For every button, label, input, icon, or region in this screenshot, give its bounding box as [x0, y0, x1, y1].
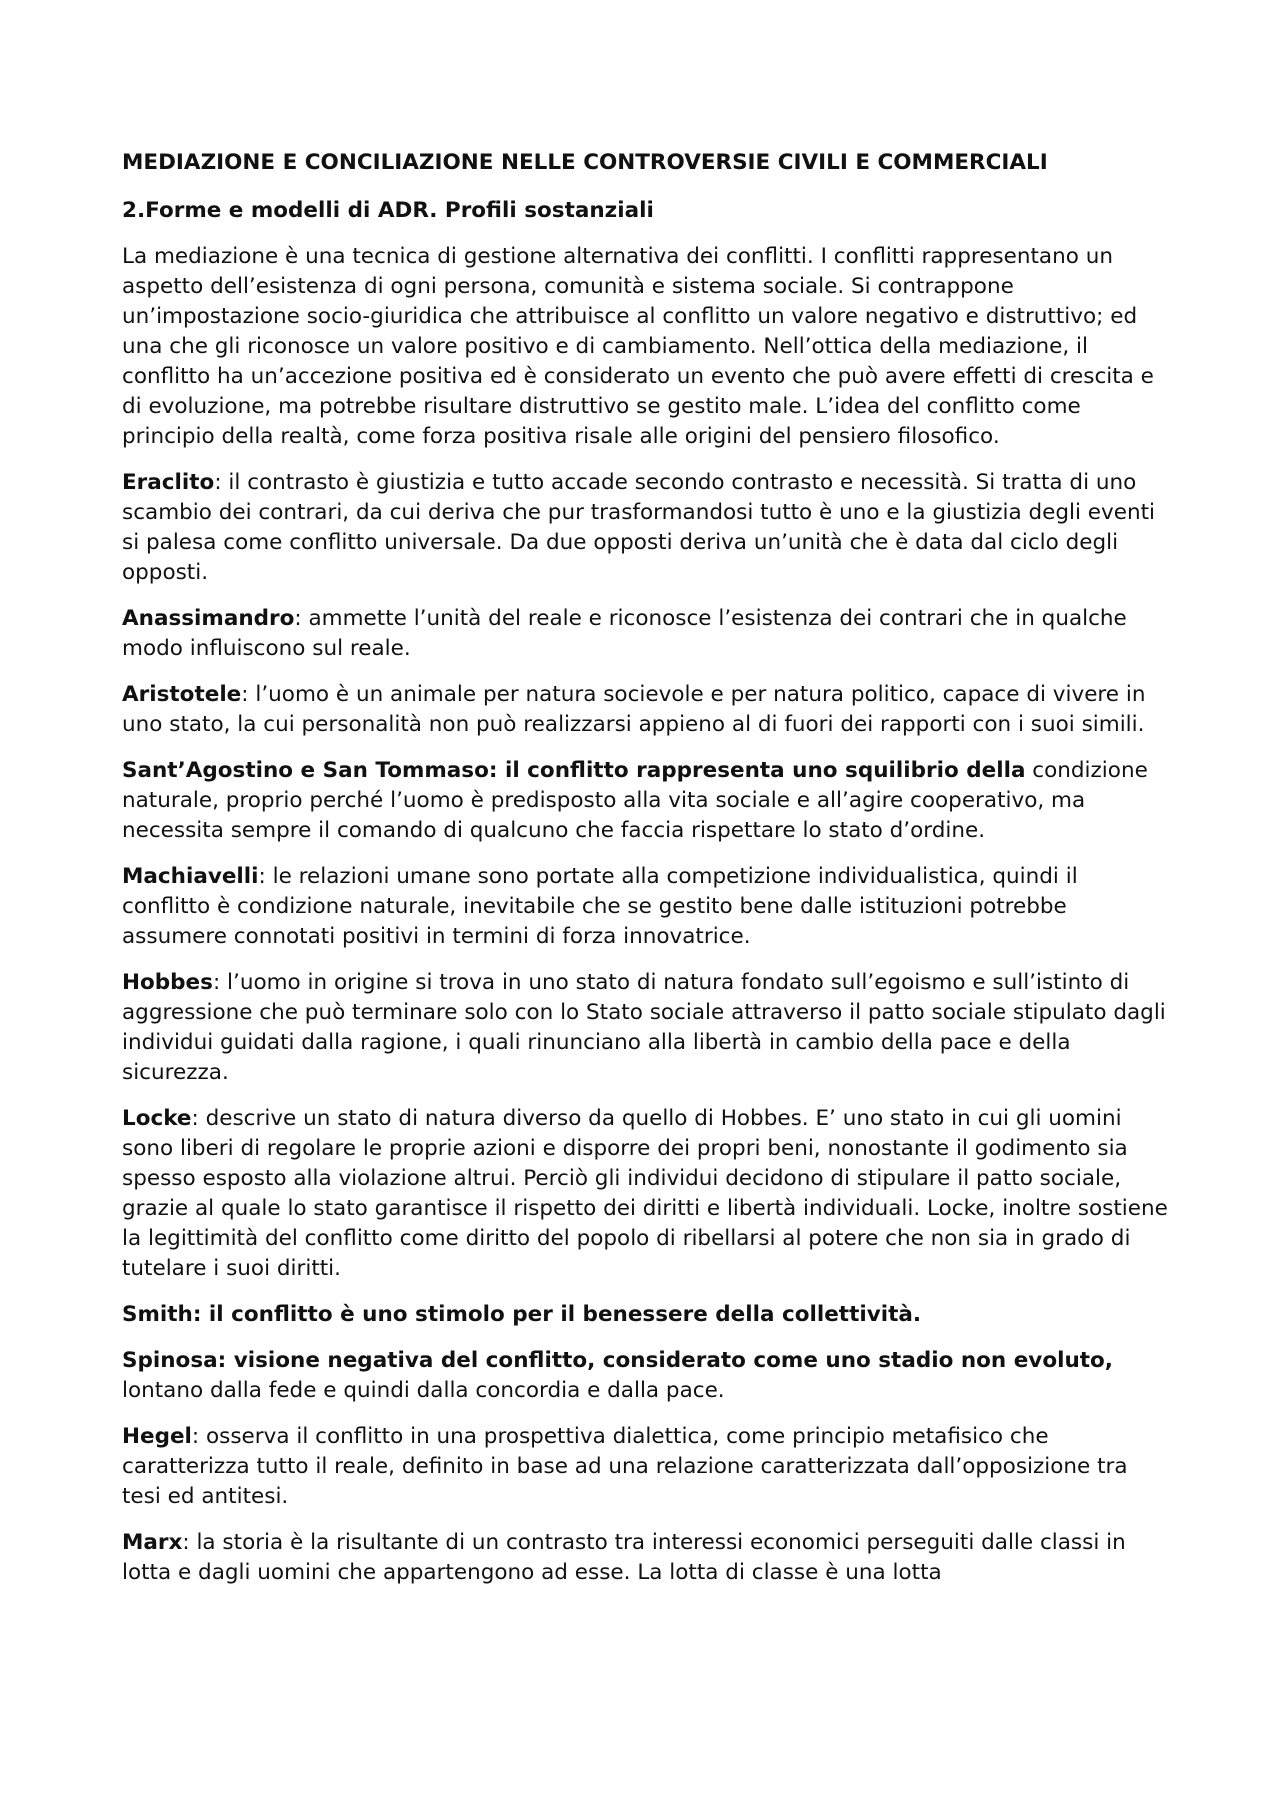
paragraph-agostino-tommaso — [122, 756, 1172, 846]
paragraph-smith — [122, 1300, 1172, 1330]
bold-statement: : il conflitto è uno stimolo per il benessere della collettività. — [192, 1302, 922, 1327]
paragraph-text: : osserva il conflitto in una prospettiva dialettica, come principio metafisico che caratterizza tutto il reale, definito in base ad una relazione caratterizzata dall’opposizione tra tesi ed antitesi. — [122, 1424, 1128, 1509]
paragraph-aristotele — [122, 680, 1172, 740]
paragraph-text: : le relazioni umane sono portate alla competizione individualistica, quindi il conflitto è condizione naturale, inevitabile che se gestito bene dalle istituzioni potrebbe assumere connotati positivi in termini di forza innovatrice. — [122, 864, 1078, 949]
paragraph-anassimandro — [122, 604, 1172, 664]
document-page — [122, 148, 1172, 1604]
paragraph-text: : descrive un stato di natura diverso da quello di Hobbes. E’ uno stato in cui gli uomini sono liberi di regolare le proprie azioni e disporre dei propri beni, nonostante il godimento sia spesso esposto alla violazione altrui. Perciò gli individui decidono di stipulare il patto sociale, grazie al quale lo stato garantisce il rispetto dei diritti e libertà individuali. Locke, inoltre sostiene la legittimità del conflitto come diritto del popolo di ribellarsi al potere che non sia in grado di tutelare i suoi diritti. — [122, 1106, 1168, 1281]
paragraph-hobbes — [122, 968, 1172, 1088]
paragraph-text: : ammette l’unità del reale e riconosce l’esistenza dei contrari che in qualche modo influiscono sul reale. — [122, 606, 1127, 661]
paragraph-text: : l’uomo in origine si trova in uno stato di natura fondato sull’egoismo e sull’istinto di aggressione che può terminare solo con lo Stato sociale attraverso il patto sociale stipulato dagli individui guidati dalla ragione, i quali rinunciano alla libertà in cambio della pace e della sicurezza. — [122, 970, 1166, 1085]
philosopher-name: Hegel — [122, 1424, 192, 1449]
philosopher-name: Eraclito — [122, 470, 215, 495]
philosopher-name: Marx — [122, 1530, 183, 1555]
paragraph-hegel — [122, 1422, 1172, 1512]
philosopher-name: Aristotele — [122, 682, 242, 707]
paragraph-spinosa — [122, 1346, 1172, 1406]
paragraph-text: : l’uomo è un animale per natura socievole e per natura politico, capace di vivere in uno stato, la cui personalità non può realizzarsi appieno al di fuori dei rapporti con i suoi simili. — [122, 682, 1146, 737]
philosopher-name: Machiavelli — [122, 864, 259, 889]
philosopher-name: Locke — [122, 1106, 192, 1131]
paragraph-locke — [122, 1104, 1172, 1284]
philosopher-name: Spinosa — [122, 1348, 218, 1373]
document-title: MEDIAZIONE E CONCILIAZIONE NELLE CONTROVERSIE CIVILI E COMMERCIALI — [122, 150, 1048, 175]
bold-statement: : il conflitto rappresenta uno squilibrio della — [488, 758, 1026, 783]
philosopher-name: Hobbes — [122, 970, 213, 995]
paragraph-marx — [122, 1528, 1172, 1588]
paragraph-text: : la storia è la risultante di un contrasto tra interessi economici perseguiti dalle classi in lotta e dagli uomini che appartengono ad esse. La lotta di classe è una lotta — [122, 1530, 1126, 1585]
paragraph-machiavelli — [122, 862, 1172, 952]
paragraph-text: condizione naturale, proprio perché l’uomo è predisposto alla vita sociale e all’agire cooperativo, ma necessita sempre il comando di qualcuno che faccia rispettare lo stato d’ordine. — [122, 758, 1148, 843]
paragraph-text: : il contrasto è giustizia e tutto accade secondo contrasto e necessità. Si tratta di uno scambio dei contrari, da cui deriva che pur trasformandosi tutto è uno e la giustizia degli eventi si palesa come conflitto universale. Da due opposti deriva un’unità che è data dal ciclo degli opposti. — [122, 470, 1156, 585]
bold-statement: : visione negativa del conflitto, considerato come uno stadio non evoluto, — [217, 1348, 1113, 1373]
paragraph-eraclito — [122, 468, 1172, 588]
philosopher-name: Sant’Agostino e San Tommaso — [122, 758, 489, 783]
paragraph-text: lontano dalla fede e quindi dalla concordia e dalla pace. — [122, 1378, 725, 1403]
philosopher-name: Anassimandro — [122, 606, 295, 631]
intro-paragraph: La mediazione è una tecnica di gestione alternativa dei conflitti. I conflitti rappresentano un aspetto dell’esistenza di ogni persona, comunità e sistema sociale. Si contrappone un’impostazione socio-giuridica che attribuisce al conflitto un valore negativo e distruttivo; ed una che gli riconosce un valore positivo e di cambiamento. Nell’ottica della mediazione, il conflitto ha un’accezione positiva ed è considerato un evento che può avere effetti di crescita e di evoluzione, ma potrebbe risultare distruttivo se gestito male. L’idea del conflitto come principio della realtà, come forza positiva risale alle origini del pensiero filosofico. — [122, 244, 1154, 449]
philosopher-name: Smith — [122, 1302, 193, 1327]
section-heading: 2.Forme e modelli di ADR. Profili sostanziali — [122, 198, 654, 223]
